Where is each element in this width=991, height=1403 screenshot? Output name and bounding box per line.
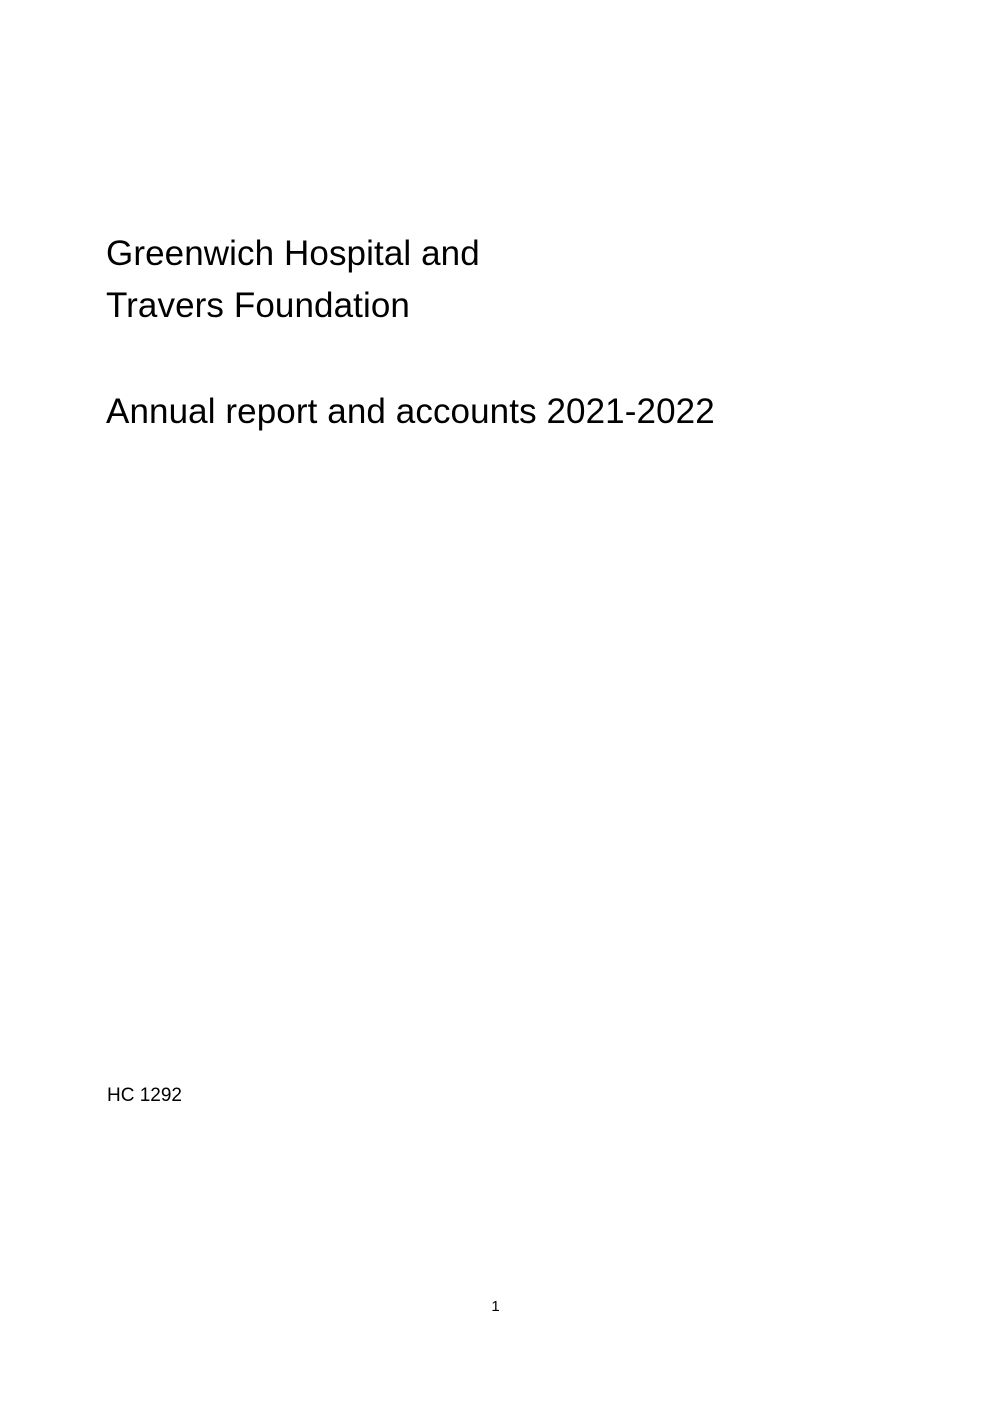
page-number: 1 — [491, 1298, 500, 1315]
reference-code: HC 1292 — [107, 1085, 182, 1106]
title-block — [106, 228, 866, 436]
organisation-name-line-2: Travers Foundation — [106, 286, 410, 325]
page-title: Annual report and accounts 2021-2022 — [106, 392, 715, 431]
organisation-name-line-1: Greenwich Hospital and — [106, 234, 480, 273]
